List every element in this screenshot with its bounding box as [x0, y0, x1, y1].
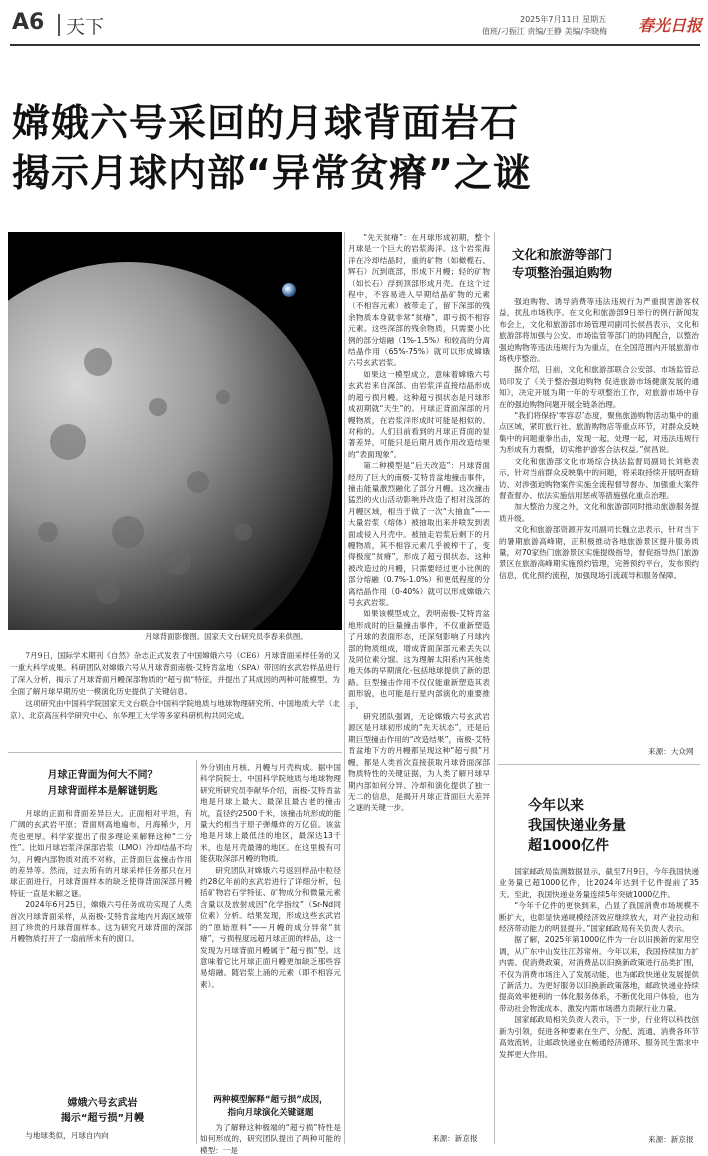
side1-paragraph-4: 文化和旅游部文化市场综合执法监督局副局长刘艳表示，针对当前群众反映集中的问题，将采取持续开展明查暗访、对涉强迫购物案件实施全流程督导督办、加强重大案件督查督办、依法实施信用惩戒等措施强化重点治理。 — [499, 456, 699, 500]
lead-paragraph-2: 这项研究由中国科学院国家天文台联合中国科学院地质与地球物理研究所、中国地质大学（北京）、北京高压科学研究中心、东华理工大学等多家科研机构共同完成。 — [10, 699, 340, 720]
subhead-1 — [20, 768, 185, 800]
col2-paragraph-2: 研究团队对嫦娥六号返回样品中粒径约28亿年前的玄武岩进行了详细分析，包括矿物岩石学特征、矿物成分和微量元素含量以及放射成因“化学指纹”（Sr-Nd同位素）分析。结果发现，形成这些玄武岩的“原始原料”——月幔的成分异常“贫瘠”，亏损程度远超月球正面的样品，这一发现为月球背面月幔属于“超亏损”型。这意味着它比月球正面月幔更加缺乏那些容易熔融、随岩浆上涌的元素（即不相容元素）。 — [200, 865, 341, 989]
header-divider — [58, 14, 60, 36]
moon-illustration — [8, 232, 342, 630]
date-line: 2025年7月11日 星期五 — [520, 15, 607, 24]
col2-paragraph-1: 外分别由月核、月幔与月壳构成。据中国科学院院士、中国科学院地质与地球物理研究所研究员李献华介绍，南极-艾特肯盆地是月球上最大、最深且最古老的撞击坑，直径约2500千米，该撞击坑形成的能量大约相当于原子弹爆炸的万亿倍。该盆地是月球上最低洼的地区，最深达13千米，也是月壳最薄的地区。在这里极有可能获取深部月幔的物质。 — [200, 763, 341, 864]
col3-paragraph-1: “先天贫瘠”：在月球形成初期，整个月球是一个巨大的岩浆海洋。这个岩浆海洋在冷却结晶时，重的矿物（如橄榄石、辉石）沉到底部，形成下月幔；轻的矿物（如长石）浮到顶部形成月壳。在这个过程中，不容易进入早期结晶矿物的元素（不相容元素）被带走了，留下深部的残余物质本身就非常“贫瘠”，即亏损不相容元素。这些深部的残余物质，只需要小比例的部分熔融（1%-1.5%）和较高的分离结晶作用（65%-75%）就可以形成嫦娥六号玄武岩浆。 — [348, 233, 490, 368]
column-1-text — [10, 808, 192, 945]
subhead-3-line-2: 指向月球演化关键谜题 — [227, 1108, 314, 1118]
side1-paragraph-3: “我们将保持‘零容忍’态度，聚焦旅游购物活动集中的重点区域，紧盯旅行社、旅游购物店等重点环节，对群众反映集中的问题重拳出击，发现一起，处理一起，对违法违规行为形成有力震慑，切实维护游客合法权益。”侯昌说。 — [499, 411, 699, 455]
side1-title-line-1: 文化和旅游等部门 — [512, 247, 613, 262]
subhead-1-line-1: 月球正背面为何大不同？ — [47, 770, 158, 781]
side2-paragraph-1: 国家邮政局监测数据显示，截至7月9日，今年我国快递业务量已超1000亿件，比2024年达到千亿件提前了35天。至此，我国快递业务量连续5年突破1000亿件。 — [499, 867, 699, 899]
col2-tail-paragraph: 为了解释这种极端的“超亏损”特性是如何形成的，研究团队提出了两种可能的模型：一是 — [200, 1123, 341, 1155]
editor-line: 值班/刁振江 责编/王静 美编/李晓梅 — [482, 27, 608, 36]
newspaper-logo: 春光日报 — [638, 16, 703, 35]
side1-title — [512, 246, 612, 282]
column-2-text — [200, 762, 341, 990]
subhead-2-line-1: 嫦娥六号玄武岩 — [67, 1098, 138, 1109]
col3-paragraph-4: 如果该模型成立，表明南极-艾特肯盆地形成时的巨量撞击事件，不仅重新塑造了月球的表面形态，还深刻影响了月球内部的物质组成，增成背面深部元素丢失以及同位素分馏。这为理解太阳系内其他类地天体的早期演化-包括地球提供了新的思路。巨型撞击作用不仅仅能重新塑造其表面形貌，也可能是行星内部演化的重要推手。 — [348, 609, 490, 710]
col3-paragraph-2: 如果这一模型成立，意味着嫦娥六号玄武岩来自深部、由岩浆洋直接结晶形成的超亏损月幔。这种超亏损状态是月球形成初期就“天生”的。月球正背面深部的月幔物质，在岩浆洋形成时可能是相似的、对称的。人们目前看到的月球正背面的显著差异，可能只是后期月质作用改造结果的“表面现象”。 — [348, 369, 490, 459]
side1-paragraph-1: 强迫购物、诱导消费等违法违规行为严重损害游客权益，扰乱市场秩序。在文化和旅游部9日举行的例行新闻发布会上，文化和旅游部市场管理司副司长侯昌表示，文化和旅游部将加强与公安、市场监管等部门的协同配合，以整治强迫购物等违法违规行为为重点，在全国范围内开展旅游市场秩序整治。 — [499, 297, 699, 364]
col1-paragraph-1: 月球的正面和背面差异巨大。正面相对平坦，有广阔的玄武岩平原；背面则高地遍布，月海稀少，月壳也更厚。科学家提出了很多理论来解释这种“二分性”。比如月球岩浆洋深部岩浆（LMO）冷却结晶不均匀，月幔内部物质对流不对称，正背面巨盆撞击作用的差异等。然而，过去所有的月球采样任务都只在月球正面进行，月球背面样本的缺乏使得背面深部月幔特征一直是未解之谜。 — [10, 809, 192, 898]
side2-title-line-1: 今年以来 — [528, 798, 584, 814]
col3-source: 来源：新京报 — [432, 1134, 478, 1143]
subhead-2-line-2: 揭示“超亏损”月幔 — [60, 1113, 145, 1124]
col-divider-1 — [196, 760, 197, 1144]
side1-paragraph-5: 加大整治力度之外，文化和旅游部同时推动旅游服务提质升级。 — [499, 502, 699, 523]
col1-paragraph-2: 2024年6月25日，嫦娥六号任务成功实现了人类首次月球背面采样，从南极-艾特肯盆地内月海区域带回了珍贵的月球背面样本。这为研究月球背面的深部月幔物质打开了一扇前所未有的窗口。 — [10, 900, 192, 944]
col-divider-2 — [344, 232, 345, 1144]
side2-title-line-2: 我国快递业务量 — [528, 818, 626, 834]
headline-line-1: 嫦娥六号采回的月球背面岩石 — [12, 101, 520, 145]
subhead-3-line-1: 两种模型解释“超亏损”成因， — [213, 1095, 328, 1105]
side2-text — [499, 866, 699, 1060]
lead-text — [10, 650, 340, 722]
column-2-tail — [200, 1122, 341, 1156]
side-divider — [498, 764, 700, 765]
col1-tail-paragraph: 与地球类似，月球自内向 — [25, 1131, 109, 1140]
col3-paragraph-3: 第二种模型是“后天改造”：月球背面经历了巨大的南极-艾特肯盆地撞击事件，撞击能量激烈融化了部分月幔。这次撞击猛烈的火山活动影响并改造了相对浅部的月幔区域，相当于做了一次“大抽血”——大量岩浆（熔体）被抽取出来并喷发到表面或侵入月壳中。被抽走岩浆后剩下的月幔物质，其不相容元素几乎被榨干了，变得极度“贫瘠”，形成了超亏损状态。这种被改造过的月幔，只需要经过更小比例的部分熔融（0.7%-1.0%）和更低程度的分离结晶作用（0-40%）就可以形成嫦娥六号玄武岩浆。 — [348, 461, 490, 607]
col-divider-3 — [494, 232, 495, 1144]
subhead-1-line-2: 月球背面样本是解谜钥匙 — [47, 786, 158, 797]
column-3-text — [348, 232, 490, 814]
side1-paragraph-2: 据介绍，日前，文化和旅游部联合公安部、市场监管总局印发了《关于整治强迫购物 促进旅游市场健康发展的通知》，决定开展为期一年的专项整治工作，对旅游市场中存在的强迫购物问题开展全链条治理。 — [499, 365, 699, 409]
moon-photo — [8, 232, 342, 630]
side1-text — [499, 296, 699, 581]
column-1-tail — [10, 1130, 192, 1141]
side2-title-line-3: 超1000亿件 — [528, 838, 609, 854]
side2-paragraph-4: 国家邮政局相关负责人表示，下一步，行业将以科技创新为引领，促进各种要素在生产、分配、流通、消费各环节高效流转，让邮政快递业在畅通经济循环、服务民生需求中发挥更大作用。 — [499, 1015, 699, 1059]
photo-caption: 月球背面影像图。国家天文台研究员李春来供图。 — [145, 632, 308, 641]
subhead-2 — [20, 1096, 185, 1126]
lead-paragraph-1: 7月9日，国际学术期刊《自然》杂志正式发表了中国嫦娥六号（CE6）月球背面采样任务的又一重大科学成果。科研团队对嫦娥六号从月球背面南极-艾特肯盆地（SPA）带回的玄武岩样品进行了深入分析，揭示了月球背面月幔深部物质的“超亏损”特征，并提出了其成因的两种可能模型，为全面了解月球早期历史一模演化历史提供了关键信息。 — [10, 651, 340, 696]
side2-title — [528, 796, 626, 856]
side2-paragraph-2: “今年千亿件的更快到来，凸显了我国消费市场规模不断扩大，也彰显快递规模经济效应继续放大，对产业拉动和经济带动能力的明显提升。”国家邮政局有关负责人表示。 — [499, 901, 699, 934]
headline-line-2: 揭示月球内部“异常贫瘠”之谜 — [12, 151, 532, 195]
lead-divider — [8, 752, 342, 753]
side1-title-line-2: 专项整治强迫购物 — [512, 265, 613, 280]
col3-paragraph-5: 研究团队强调，无论嫦娥六号玄武岩源区是月球初形成的“先天状态”，还是后期巨型撞击作用的“改造结果”，南极-艾特肯盆地下方的月幔都呈现这种“超亏损”月幔，都是人类首次直接获取月球背面深部物质特性的关键证据，为人类了解月球早期内部如何分异、冷却和演化提供了独一无二的信息，是揭开月球正背面巨大差异之谜的关键一步。 — [348, 712, 490, 813]
side2-paragraph-3: 据了解，2025年第1000亿件为一台以旧换新的家用空调，从广东中山发往江苏常州。今年以来，我国持续加力扩内需、促消费政策，对消费品以旧换新政策进行品类扩围，不仅为消费市场注入了发展动能，也为邮政快递业发展提供了新活力。为更好服务以旧换新政策落地，邮政快递业持续提高效率便利的一体化服务体系，不断优化用户体验，也为带动社会物流成本、激发内需市场潜力贡献行业力量。 — [499, 935, 699, 1013]
header-rule — [10, 44, 700, 46]
earth-disc — [282, 283, 296, 297]
page-number: A6 — [12, 10, 45, 35]
subhead-3 — [200, 1094, 341, 1120]
side1-source: 来源：大众网 — [648, 747, 694, 756]
side1-paragraph-6: 文化和旅游部资源开发司副司长魏立忠表示，针对当下的暑期旅游高峰期，正积极推动各地旅游景区提升服务质量，对70家热门旅游景区实施提级指导，督促指导热门旅游景区在旅游高峰期实施预约管理，完善预约平台，发布预约信息，优化预约流程，加强现场引流疏导和服务保障。 — [499, 525, 699, 580]
side2-source: 来源：新京报 — [648, 1135, 694, 1144]
section-name: 天下 — [66, 16, 105, 38]
